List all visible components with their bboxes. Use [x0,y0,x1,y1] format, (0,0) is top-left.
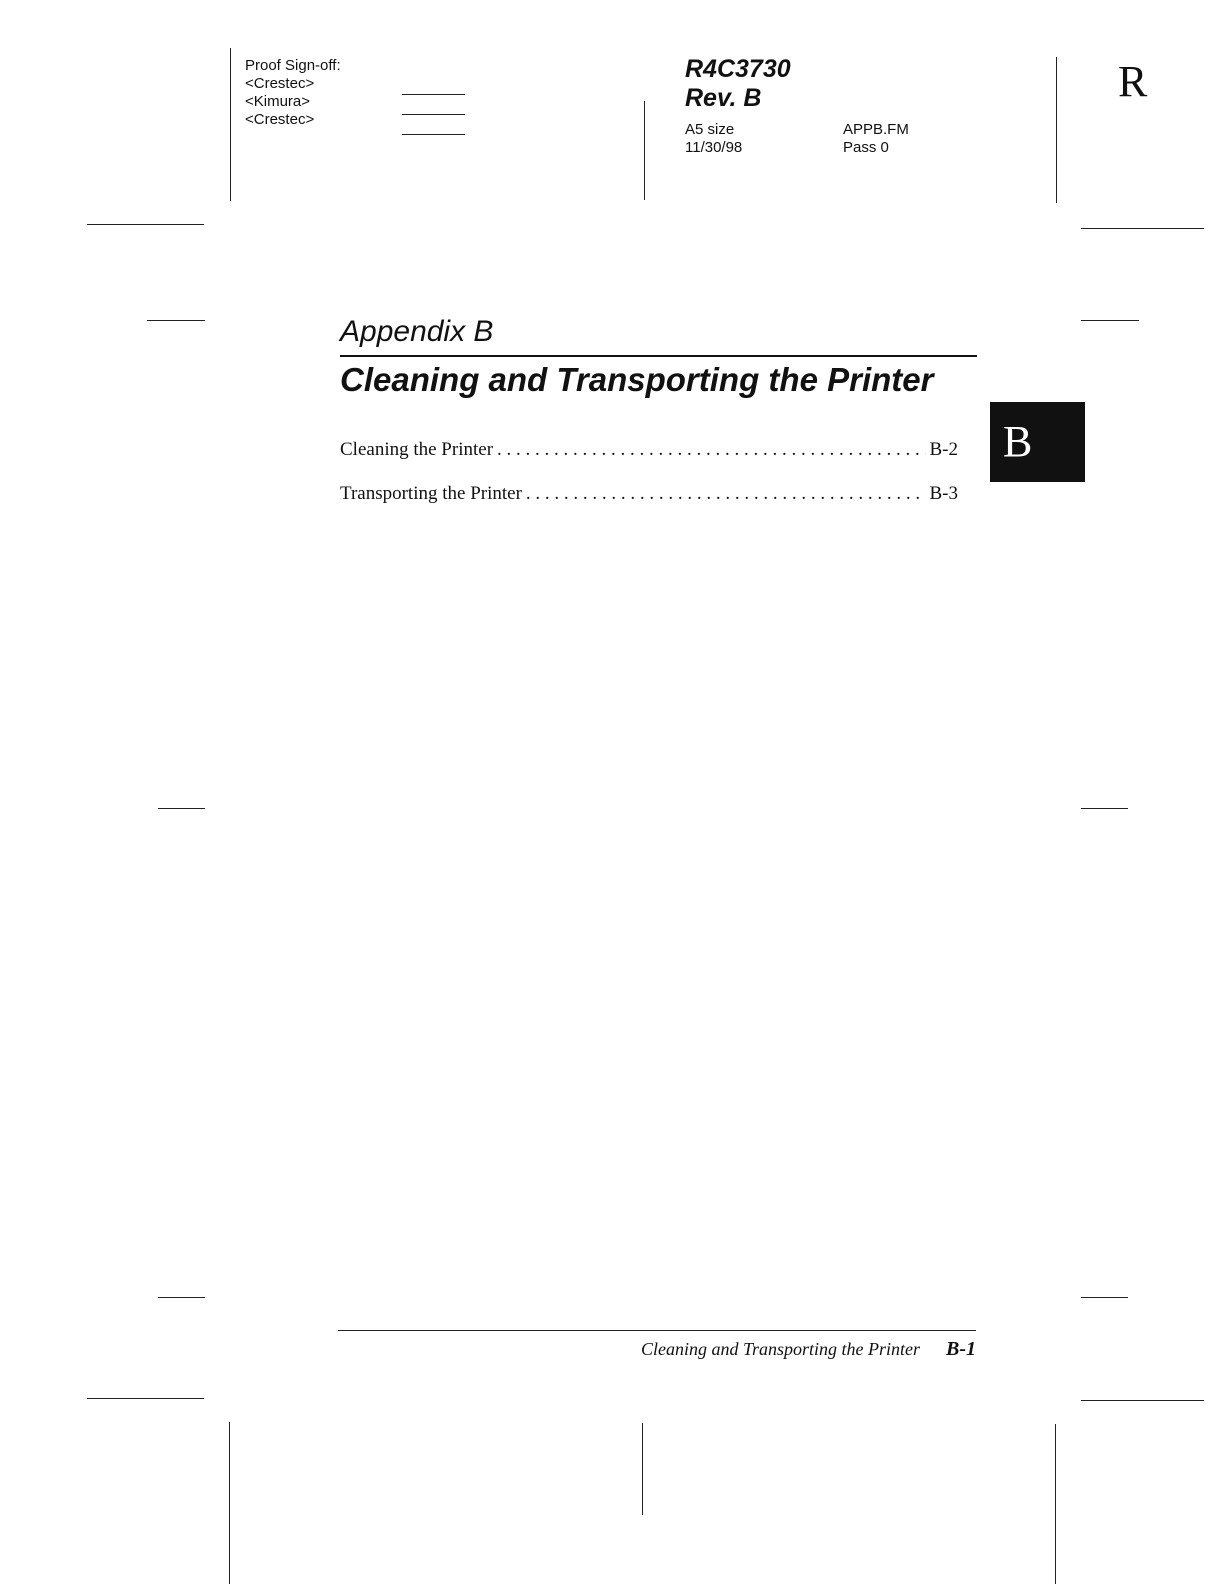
page-size: A5 size [685,121,735,138]
page-number: B-1 [946,1338,976,1360]
page-footer [340,1337,976,1361]
file-name: APPB.FM [843,121,909,138]
revision-meta [685,121,909,157]
trim-mark-right-3 [1081,1297,1128,1298]
doc-code: R4C3730 [685,55,791,83]
revision-block [685,55,909,157]
chapter-title: Cleaning and Transporting the Printer [340,361,934,398]
trim-mark-left-3 [158,1297,205,1298]
appendix-label: Appendix B [340,315,494,348]
corner-mark: R [1118,57,1148,106]
crop-mark-upper-right [1081,228,1204,229]
toc-entry-label: Transporting the Printer [340,483,522,504]
signoff-name: <Kimura> [245,93,311,110]
trim-mark-right-1 [1081,320,1139,321]
revision: Rev. B [685,84,762,112]
toc-entry-label: Cleaning the Printer [340,439,494,460]
toc-leader-dots [497,438,925,462]
crop-mark-bottom-right [1055,1424,1056,1584]
toc-entry-page: B-3 [929,483,958,504]
proof-date: 11/30/98 [685,139,743,156]
crop-mark-top-right [1056,57,1057,203]
signature-line [402,134,465,135]
toc-entry[interactable] [340,482,958,506]
footer-rule [338,1330,976,1331]
crop-mark-lower-left [87,1398,204,1399]
crop-mark-top-center [644,101,645,200]
crop-mark-lower-right [1081,1400,1204,1401]
proof-pass: Pass 0 [843,139,889,156]
trim-mark-left-1 [147,320,205,321]
signature-line [402,114,465,115]
trim-mark-right-2 [1081,808,1128,809]
proof-signoff-block [245,57,341,129]
crop-mark-bottom-center [642,1423,643,1515]
toc-leader-dots [526,482,926,506]
signoff-name: <Crestec> [245,75,315,92]
crop-mark-upper-left [87,224,204,225]
trim-mark-left-2 [158,808,205,809]
crop-mark-bottom-left [229,1422,230,1584]
crop-mark-top-left [230,48,231,201]
signoff-name: <Crestec> [245,111,315,128]
title-rule [340,355,977,357]
running-title: Cleaning and Transporting the Printer [640,1339,920,1359]
signature-line [402,94,465,95]
toc-entry[interactable] [340,438,958,462]
proof-signoff-label: Proof Sign-off: [245,57,341,74]
section-tab: B [990,402,1085,482]
toc-entry-page: B-2 [929,439,958,460]
